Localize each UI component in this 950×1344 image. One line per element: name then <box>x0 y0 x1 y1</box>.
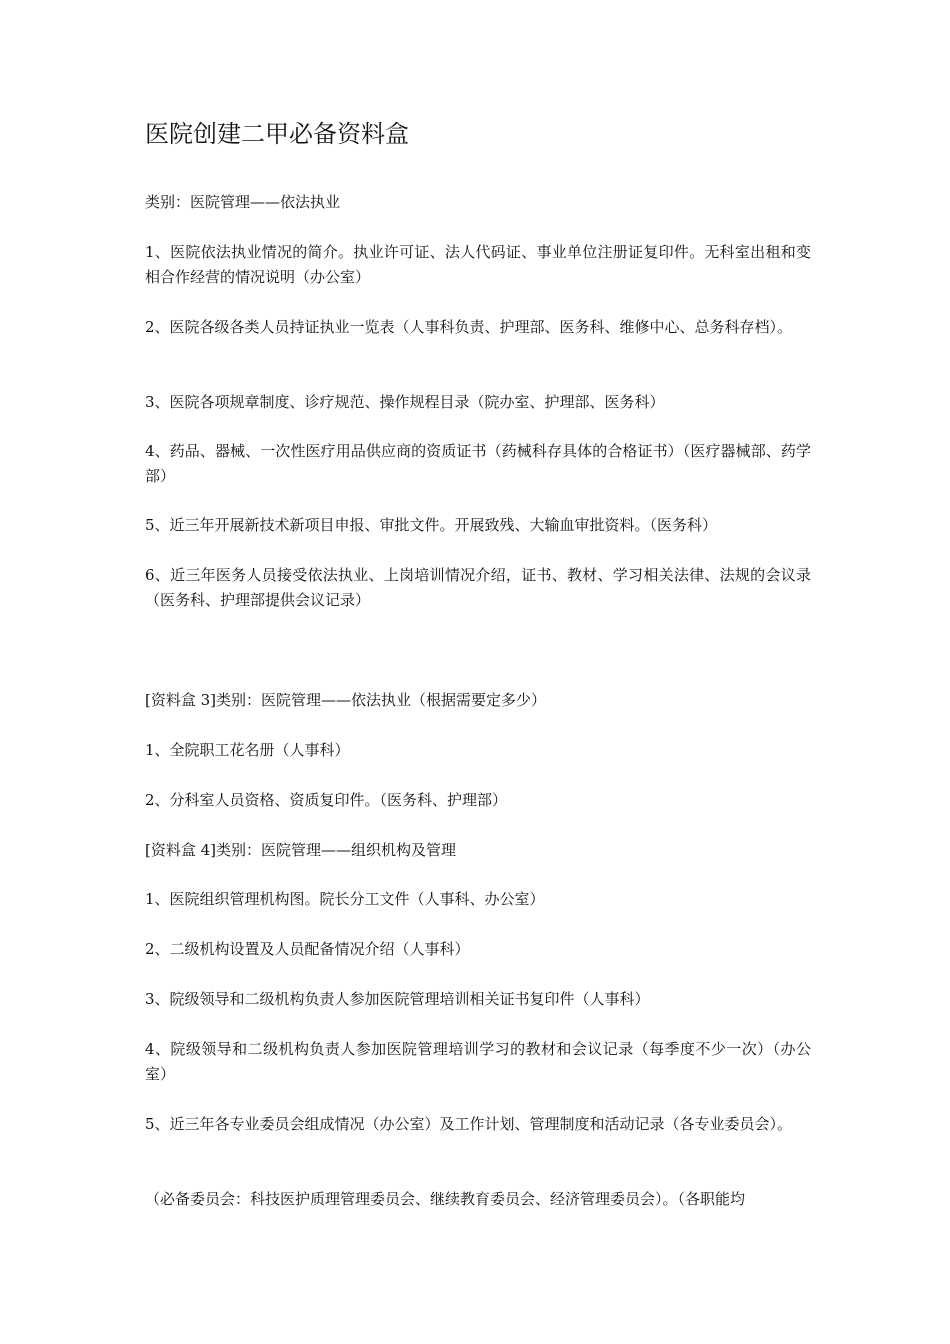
paragraph-item-2: 2、医院各级各类人员持证执业一览表（人事科负责、护理部、医务科、维修中心、总务科存档）。 <box>145 318 793 336</box>
paragraph-box4-item-4: 4、院级领导和二级机构负责人参加医院管理培训学习的教材和会议记录（每季度不少一次）（办公室） <box>145 1040 811 1083</box>
paragraph-item-1: 1、医院依法执业情况的简介。执业许可证、法人代码证、事业单位注册证复印件。无科室出租和变相合作经营的情况说明（办公室） <box>145 243 811 286</box>
paragraph-box4-item-1: 1、医院组织管理机构图。院长分工文件（人事科、办公室） <box>145 890 545 908</box>
document-title: 医院创建二甲必备资料盒 <box>145 120 409 148</box>
paragraph-box3-item-1: 1、全院职工花名册（人事科） <box>145 741 350 759</box>
paragraph-box4-item-5: 5、近三年各专业委员会组成情况（办公室）及工作计划、管理制度和活动记录（各专业委员会）。 <box>145 1115 793 1133</box>
paragraph-box3-header: [资料盒 3]类别：医院管理——依法执业（根据需要定多少） <box>145 691 547 709</box>
paragraph-item-5: 5、近三年开展新技术新项目申报、审批文件。开展致残、大输血审批资料。（医务科） <box>145 516 718 534</box>
paragraph-box3-item-2: 2、分科室人员资格、资质复印件。（医务科、护理部） <box>145 791 508 809</box>
paragraph-box4-item-2: 2、二级机构设置及人员配备情况介绍（人事科） <box>145 940 470 958</box>
paragraph-committee-note: （必备委员会：科技医护质理管理委员会、继续教育委员会、经济管理委员会）。（各职能均 <box>145 1190 746 1208</box>
paragraph-box4-item-3: 3、院级领导和二级机构负责人参加医院管理培训相关证书复印件（人事科） <box>145 990 650 1008</box>
paragraph-box4-header: [资料盒 4]类别：医院管理——组织机构及管理 <box>145 841 457 859</box>
paragraph-category: 类别：医院管理——依法执业 <box>145 193 341 211</box>
paragraph-item-4: 4、药品、器械、一次性医疗用品供应商的资质证书（药械科存具体的合格证书）（医疗器械部、药学部） <box>145 442 811 485</box>
paragraph-item-6: 6、近三年医务人员接受依法执业、上岗培训情况介绍，证书、教材、学习相关法律、法规的会议录（医务科、护理部提供会议记录） <box>145 566 811 609</box>
paragraph-item-3: 3、医院各项规章制度、诊疗规范、操作规程目录（院办室、护理部、医务科） <box>145 393 665 411</box>
